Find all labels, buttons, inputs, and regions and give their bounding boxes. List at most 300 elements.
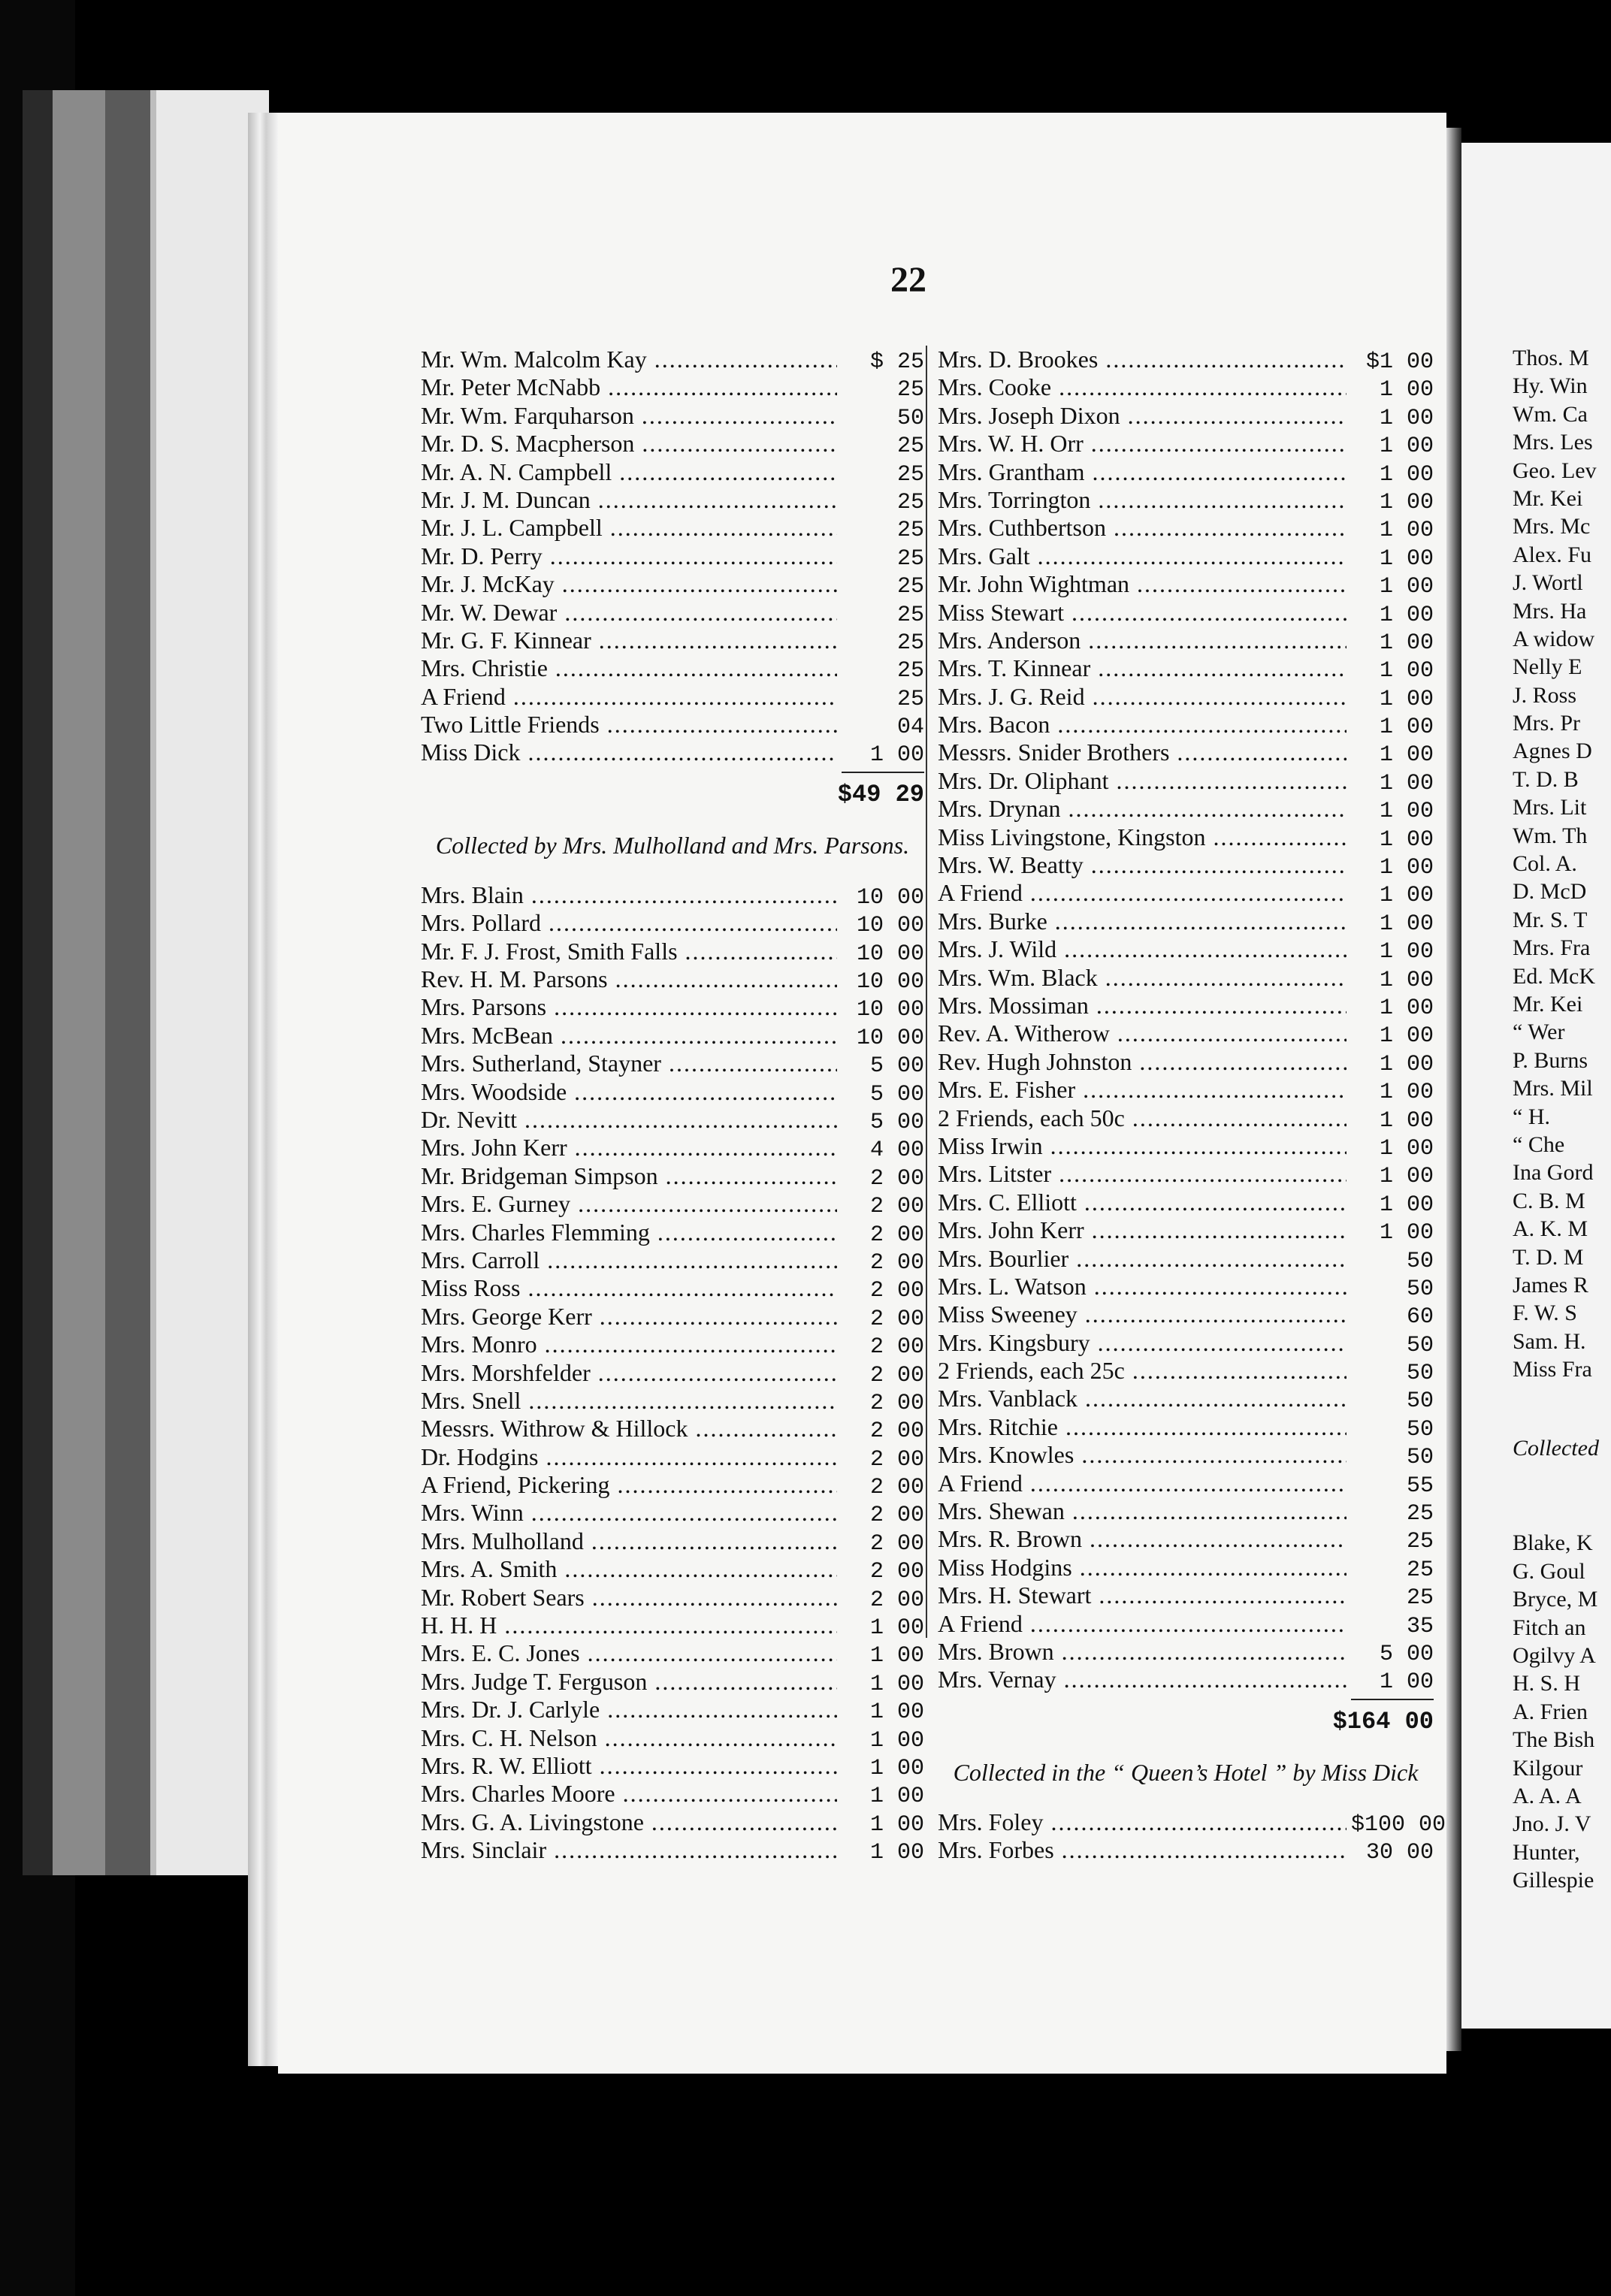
subscription-amount: 25 <box>896 658 924 684</box>
subtotal-amount: $164 00 <box>1332 1708 1434 1736</box>
subscriber-list-4 <box>938 1808 1446 1866</box>
subscriber-row <box>938 1554 1434 1582</box>
subscriber-row <box>938 1020 1434 1050</box>
subscriber-name: Dr. Nevitt ..... <box>421 1106 837 1134</box>
subscription-amount: 50 <box>1406 1416 1434 1443</box>
subscriber-name: Dr. Hodgins ..... <box>421 1443 837 1471</box>
subscription-amount: 25 <box>896 461 924 488</box>
facing-page-entry: “ H. <box>1513 1104 1550 1129</box>
subscription-amount: 50 <box>1406 1445 1434 1471</box>
subscriber-name: 2 Friends, each 50c ..... <box>938 1104 1347 1132</box>
facing-page-entry: Geo. Lev <box>1513 458 1597 483</box>
subscriber-row <box>421 1471 924 1499</box>
facing-page-entry: Mr. Kei <box>1513 485 1583 511</box>
subscriber-row <box>421 627 924 654</box>
subscription-amount: 1 00 <box>1379 461 1434 488</box>
subscription-amount: 1 00 <box>1379 714 1434 741</box>
subscriber-row <box>421 1752 924 1780</box>
subscriber-name: Mrs. Bourlier ..... <box>938 1245 1347 1273</box>
subscription-amount: 1 00 <box>1379 1220 1434 1246</box>
facing-page-entry: Agnes D <box>1513 739 1592 764</box>
subscriber-name: Mrs. J. Wild ..... <box>938 935 1347 963</box>
subscriber-name: Miss Livingstone, Kingston ..... <box>938 823 1347 851</box>
subscriber-name: Mrs. Vanblack ..... <box>938 1385 1347 1412</box>
subscription-amount: 10 00 <box>856 884 924 911</box>
subscriber-name: Mr. D. S. Macpherson ..... <box>421 430 837 458</box>
subscriber-row <box>938 654 1434 682</box>
subscriber-name: Mr. J. McKay ..... <box>421 570 837 598</box>
facing-page-entry: Mrs. Lit <box>1513 795 1587 820</box>
subscriber-row <box>421 458 924 486</box>
column-divider <box>926 346 927 1638</box>
subscriber-name: Mrs. Litster ..... <box>938 1160 1347 1188</box>
subscription-amount: 1 00 <box>1379 967 1434 993</box>
subscription-amount: 1 00 <box>1379 1192 1434 1218</box>
subscriber-name: Mrs. Sinclair ..... <box>421 1836 837 1864</box>
subscriber-name: Mr. A. N. Campbell ..... <box>421 458 837 486</box>
subscriber-row <box>421 938 924 965</box>
subscription-amount: 50 <box>1406 1332 1434 1358</box>
subscriber-row <box>421 1106 924 1134</box>
subscription-amount: 1 00 <box>869 1755 924 1781</box>
subscription-amount: 1 00 <box>1379 995 1434 1021</box>
subscriber-row <box>421 1696 924 1724</box>
subscriber-row <box>421 1078 924 1106</box>
subscriber-row <box>421 1050 924 1080</box>
subscription-amount: 5 00 <box>1379 1641 1434 1667</box>
subscriber-name: Mrs. D. Brookes ..... <box>938 346 1347 373</box>
subscriber-row <box>421 1415 924 1443</box>
subscriber-row <box>421 965 924 993</box>
subscriber-name: Rev. Hugh Johnston ..... <box>938 1048 1347 1076</box>
subscription-amount: 2 00 <box>869 1222 924 1248</box>
subscriber-row <box>938 599 1434 627</box>
subscriber-row <box>938 1189 1434 1216</box>
book-cover-edge <box>105 90 150 1875</box>
subscriber-row <box>938 627 1434 654</box>
subscription-amount: 2 00 <box>869 1418 924 1445</box>
subscriber-row <box>421 542 924 570</box>
subscription-amount: 1 00 <box>869 1727 924 1754</box>
subscription-amount: 2 00 <box>869 1334 924 1361</box>
subscriber-name: 2 Friends, each 25c ..... <box>938 1357 1347 1385</box>
subscription-amount: 5 00 <box>869 1081 924 1107</box>
facing-page-entry: Wm. Ca <box>1513 401 1588 427</box>
facing-page-entry: T. D. M <box>1513 1244 1584 1270</box>
subscriber-name: Mrs. Mulholland ..... <box>421 1527 837 1555</box>
facing-page-entry: Thos. M <box>1513 346 1589 370</box>
subscriber-row <box>421 1668 924 1696</box>
facing-page-entry: Ogilvy A <box>1513 1643 1596 1669</box>
subscription-amount: 25 <box>896 518 924 544</box>
subscriber-name: Mr. J. M. Duncan ..... <box>421 486 837 514</box>
subscription-amount: 1 00 <box>1379 770 1434 796</box>
subscriber-row <box>421 1555 924 1583</box>
subscriber-name: Mrs. Grantham ..... <box>938 458 1347 486</box>
subscription-amount: 2 00 <box>869 1194 924 1220</box>
subscriber-name: Mr. G. F. Kinnear ..... <box>421 627 837 654</box>
subscription-amount: 30 00 <box>1365 1840 1434 1866</box>
subscriber-row <box>421 570 924 598</box>
subscriber-row <box>421 909 924 937</box>
subscriber-row <box>938 373 1434 401</box>
subscriber-row <box>938 711 1434 739</box>
subscription-amount: 1 00 <box>1379 434 1434 460</box>
subscriber-name: A Friend ..... <box>421 683 837 711</box>
subscriber-row <box>421 1162 924 1190</box>
subscriber-name: Mrs. Burke ..... <box>938 908 1347 935</box>
subscription-amount: 1 00 <box>1379 742 1434 769</box>
subscriber-name: Mrs. Drynan ..... <box>938 795 1347 823</box>
subscriber-row <box>421 654 924 682</box>
facing-page-entry: Mrs. Fra <box>1513 935 1591 961</box>
subscriber-row <box>421 993 924 1021</box>
subscriber-row <box>421 1612 924 1642</box>
facing-page-list-bottom <box>1461 1529 1611 1894</box>
subscriber-row <box>938 767 1434 795</box>
subscriber-name: Two Little Friends ..... <box>421 711 837 739</box>
subscriber-row <box>938 1301 1434 1331</box>
subscription-amount: 2 00 <box>869 1165 924 1192</box>
subtotal-row <box>938 1705 1434 1739</box>
subscriber-name: Mrs. L. Watson ..... <box>938 1273 1347 1301</box>
subscriber-row <box>421 711 924 739</box>
subscriber-list-2 <box>421 881 924 1865</box>
subscription-amount: 25 <box>896 686 924 712</box>
subscription-amount: 1 00 <box>1379 939 1434 965</box>
subscriber-row <box>421 346 924 373</box>
subscriber-row <box>938 964 1434 992</box>
subscriber-name: Mrs. T. Kinnear ..... <box>938 654 1347 682</box>
subscriber-row <box>938 1048 1434 1076</box>
subscriber-name: A Friend ..... <box>938 1470 1347 1497</box>
subscriber-name: Messrs. Snider Brothers ..... <box>938 739 1347 766</box>
facing-page-entry: Mrs. Pr <box>1513 711 1581 736</box>
subscriber-name: Mr. Bridgeman Simpson ..... <box>421 1162 837 1190</box>
subscriber-name: Mrs. Foley ..... <box>938 1808 1347 1836</box>
subscriber-row <box>938 1497 1434 1525</box>
section-heading: Collected in the “ Queen’s Hotel ” by Miss Dick <box>953 1758 1419 1786</box>
subscription-amount: 2 00 <box>869 1503 924 1529</box>
subscriber-row <box>421 486 924 514</box>
subscriber-name: Mrs. Monro ..... <box>421 1331 837 1358</box>
subscription-amount: 50 <box>1406 1276 1434 1302</box>
subscription-amount: 1 00 <box>1379 377 1434 403</box>
subscriber-name: Mrs. Parsons ..... <box>421 993 837 1021</box>
subscriber-name: Mr. W. Dewar ..... <box>421 599 837 627</box>
subscription-amount: 1 00 <box>1379 602 1434 628</box>
subscription-amount: 1 00 <box>1379 1051 1434 1077</box>
subscription-amount: 1 00 <box>1379 686 1434 712</box>
subscription-amount: 2 00 <box>869 1587 924 1613</box>
facing-page-entry: T. D. B <box>1513 766 1579 792</box>
page-edges <box>248 113 278 2066</box>
subscriber-row <box>421 402 924 430</box>
subscription-amount: 1 00 <box>1379 911 1434 937</box>
subscriber-row <box>938 486 1434 514</box>
facing-page-entry: J. Wortl <box>1513 570 1583 596</box>
subscriber-row <box>938 1273 1434 1301</box>
subscription-amount: 2 00 <box>869 1306 924 1332</box>
subscriber-row <box>938 1216 1434 1244</box>
subscription-amount: 10 00 <box>856 941 924 967</box>
subscriber-name: Mrs. Brown ..... <box>938 1638 1347 1666</box>
facing-page-entry: Sam. H. <box>1513 1328 1586 1354</box>
facing-page-entry: Gillespie <box>1513 1868 1594 1893</box>
facing-page-entry: Mr. Kei <box>1513 991 1583 1017</box>
subscriber-name: Mrs. McBean ..... <box>421 1022 837 1050</box>
subscriber-row <box>938 1076 1434 1104</box>
subscriber-name: Mrs. Christie ..... <box>421 654 837 682</box>
subscriber-row <box>938 1525 1434 1553</box>
subscriber-name: A Friend ..... <box>938 1610 1347 1638</box>
subscription-amount: 1 00 <box>869 1671 924 1697</box>
subscriber-name: Mrs. W. Beatty ..... <box>938 851 1347 879</box>
facing-page-entry: A. K. M <box>1513 1216 1588 1242</box>
subscriber-name: Mrs. Galt ..... <box>938 542 1347 570</box>
subscriber-name: Mrs. J. G. Reid ..... <box>938 683 1347 711</box>
book-cover-strip <box>53 90 105 1875</box>
facing-page-entry: Hunter, <box>1513 1839 1580 1865</box>
subscriber-row <box>938 1582 1434 1612</box>
subscription-amount: 4 00 <box>869 1137 924 1164</box>
subscription-amount: 5 00 <box>869 1109 924 1135</box>
facing-page-entry: F. W. S <box>1513 1301 1577 1326</box>
subscription-amount: 1 00 <box>869 1784 924 1810</box>
subtotal-amount: $49 29 <box>837 781 924 809</box>
facing-page-entry: Mrs. Mc <box>1513 514 1591 539</box>
facing-page-entry: Miss Fra <box>1513 1357 1592 1382</box>
subscriber-name: A Friend ..... <box>938 879 1347 907</box>
page-number: 22 <box>890 260 926 300</box>
subscriber-name: Mrs. H. Stewart ..... <box>938 1582 1347 1609</box>
subscriber-row <box>938 935 1434 963</box>
subscriber-row <box>421 1639 924 1667</box>
subscriber-row <box>938 908 1434 935</box>
subscriber-name: Miss Stewart ..... <box>938 599 1347 627</box>
subscriber-name: Mr. John Wightman ..... <box>938 570 1347 598</box>
facing-page-heading: Collected <box>1513 1436 1599 1461</box>
subscription-amount: 1 00 <box>1379 799 1434 825</box>
subscriber-name: Mr. D. Perry ..... <box>421 542 837 570</box>
subscriber-name: Mrs. Knowles ..... <box>938 1441 1347 1469</box>
subscription-amount: 1 00 <box>1379 405 1434 431</box>
subscriber-name: Mrs. E. Fisher ..... <box>938 1076 1347 1104</box>
subscription-amount: 1 00 <box>1379 1080 1434 1106</box>
subscriber-name: Mrs. E. Gurney ..... <box>421 1190 837 1218</box>
subscription-amount: 25 <box>896 434 924 460</box>
subscriber-row <box>938 1413 1434 1441</box>
subscriber-row <box>421 1219 924 1246</box>
subscription-amount: 25 <box>1406 1585 1434 1612</box>
subscriber-name: Mrs. Wm. Black ..... <box>938 964 1347 992</box>
subscription-amount: 1 00 <box>869 1840 924 1866</box>
subscriber-row <box>938 1441 1434 1469</box>
subscriber-row <box>421 1808 924 1836</box>
facing-page-entry: D. McD <box>1513 879 1587 905</box>
subscription-amount: 2 00 <box>869 1475 924 1501</box>
facing-page-entry: Blake, K <box>1513 1530 1593 1556</box>
section-heading: Collected by Mrs. Mulholland and Mrs. Parsons. <box>435 831 910 859</box>
subscription-amount: $ 25 <box>869 349 924 375</box>
subscription-amount: 2 00 <box>869 1362 924 1388</box>
subscriber-row <box>938 683 1434 711</box>
subscription-amount: 25 <box>1406 1501 1434 1527</box>
subscription-amount: 1 00 <box>1379 489 1434 515</box>
facing-page-entry: Ina Gord <box>1513 1160 1594 1186</box>
subscriber-name: Mr. Wm. Malcolm Kay ..... <box>421 346 837 373</box>
subscription-amount: 10 00 <box>856 997 924 1023</box>
subscriber-name: Mrs. Morshfelder ..... <box>421 1359 837 1387</box>
subscriber-name: A Friend, Pickering ..... <box>421 1471 837 1499</box>
subscriber-name: Mrs. Dr. J. Carlyle ..... <box>421 1696 837 1724</box>
subscription-amount: 25 <box>896 489 924 515</box>
facing-page-entry: J. Ross <box>1513 682 1577 708</box>
subscription-amount: 1 00 <box>869 742 924 769</box>
subscriber-row <box>421 1780 924 1808</box>
subscriber-row <box>421 1724 924 1752</box>
facing-page-entry: “ Wer <box>1513 1020 1565 1045</box>
subscription-amount: 2 00 <box>869 1446 924 1473</box>
subscriber-name: Miss Dick ..... <box>421 739 837 766</box>
subscriber-name: Mrs. Sutherland, Stayner ..... <box>421 1050 837 1077</box>
subscriber-name: Mrs. Cuthbertson ..... <box>938 514 1347 542</box>
subscriber-name: Mrs. Torrington ..... <box>938 486 1347 514</box>
facing-page-entry: A. A. A <box>1513 1783 1582 1808</box>
subscriber-row <box>938 739 1434 769</box>
subscription-amount: 1 00 <box>1379 574 1434 600</box>
subscriber-row <box>421 599 924 627</box>
subscriber-name: Mrs. Cooke ..... <box>938 373 1347 401</box>
facing-page-entry: Mr. S. T <box>1513 907 1588 932</box>
subscriber-name: Mrs. Charles Flemming ..... <box>421 1219 837 1246</box>
book-binding-strip <box>23 90 53 1875</box>
subscription-amount: 1 00 <box>1379 855 1434 881</box>
facing-page-entry: Col. A. <box>1513 851 1577 877</box>
subscriber-row <box>938 1357 1434 1385</box>
subscriber-row <box>421 1246 924 1274</box>
subscriber-row <box>421 1499 924 1527</box>
subscription-amount: 1 00 <box>1379 826 1434 853</box>
subscriber-name: Mrs. Forbes ..... <box>938 1836 1347 1864</box>
subscriber-name: Mrs. Joseph Dixon ..... <box>938 402 1347 430</box>
subscription-amount: 10 00 <box>856 913 924 939</box>
subscriber-row <box>421 373 924 401</box>
facing-page-entry: “ Che <box>1513 1131 1565 1157</box>
subscriber-name: Mrs. John Kerr ..... <box>421 1134 837 1162</box>
subscription-amount: 25 <box>896 602 924 628</box>
subscriber-name: Mr. J. L. Campbell ..... <box>421 514 837 542</box>
subscriber-name: Miss Hodgins ..... <box>938 1554 1347 1582</box>
subscription-amount: 2 00 <box>869 1559 924 1585</box>
facing-page-entry: Mrs. Ha <box>1513 598 1587 624</box>
subscriber-row <box>421 1022 924 1050</box>
subscriber-list-1 <box>421 346 924 767</box>
subscriber-name: Messrs. Withrow & Hillock ..... <box>421 1415 837 1443</box>
total-rule <box>842 772 924 778</box>
subscriber-name: H. H. H ..... <box>421 1612 837 1639</box>
facing-page-entry: Bryce, M <box>1513 1587 1598 1612</box>
subscriber-name: Rev. A. Witherow ..... <box>938 1020 1347 1047</box>
subscriber-row <box>938 1666 1434 1696</box>
subscriber-row <box>421 881 924 909</box>
subscription-amount: 1 00 <box>1379 518 1434 544</box>
subscription-amount: 1 00 <box>1379 545 1434 572</box>
subscriber-name: Rev. H. M. Parsons ..... <box>421 965 837 993</box>
facing-page-entry: Alex. Fu <box>1513 542 1591 567</box>
subscriber-row <box>421 683 924 711</box>
facing-page-entry: Fitch an <box>1513 1615 1586 1640</box>
facing-page <box>1461 143 1611 2029</box>
subscriber-row <box>938 1638 1434 1666</box>
subscriber-name: Mrs. Snell ..... <box>421 1387 837 1415</box>
facing-page-entry: Wm. Th <box>1513 823 1588 848</box>
subscriber-row <box>938 570 1434 598</box>
subscriber-row <box>421 430 924 458</box>
subscription-amount: $1 00 <box>1365 349 1434 375</box>
subscriber-row <box>938 1104 1434 1132</box>
subscriber-name: Miss Sweeney ..... <box>938 1301 1347 1328</box>
subscriber-row <box>938 514 1434 542</box>
subscriber-row <box>938 1470 1434 1497</box>
subscriber-row <box>938 879 1434 907</box>
subscriber-name: Mrs. Blain ..... <box>421 881 837 909</box>
subscriber-name: Mrs. C. Elliott ..... <box>938 1189 1347 1216</box>
subscription-amount: 1 00 <box>869 1615 924 1642</box>
subscription-amount: 25 <box>896 545 924 572</box>
subscriber-name: Mrs. Winn ..... <box>421 1499 837 1527</box>
subscriber-row <box>938 795 1434 823</box>
subscriber-row <box>421 514 924 542</box>
subscriber-row <box>421 1387 924 1415</box>
subscription-amount: 10 00 <box>856 1025 924 1051</box>
subscriber-name: Mrs. A. Smith ..... <box>421 1555 837 1583</box>
subscriber-row <box>421 1836 924 1864</box>
subscriber-row <box>421 1443 924 1471</box>
subscriber-row <box>938 346 1434 373</box>
subscriber-name: Mrs. G. A. Livingstone ..... <box>421 1808 837 1836</box>
facing-page-entry: A widow <box>1513 626 1595 651</box>
subscriber-row <box>938 402 1434 430</box>
subscriber-row <box>938 542 1434 570</box>
subscriber-row <box>938 1808 1446 1838</box>
subscriber-row <box>938 458 1434 486</box>
subscription-amount: 25 <box>896 377 924 403</box>
subscriber-name: Mrs. Mossiman ..... <box>938 992 1347 1020</box>
subscriber-row <box>938 1610 1434 1638</box>
subscriber-name: Mrs. R. W. Elliott ..... <box>421 1752 837 1780</box>
subscriber-row <box>938 1836 1434 1864</box>
facing-page-entry: Ed. McK <box>1513 963 1595 989</box>
facing-page-entry: James R <box>1513 1272 1588 1298</box>
subscriber-row <box>421 1584 924 1612</box>
subscription-amount: 50 <box>1406 1388 1434 1415</box>
subscriber-row <box>938 430 1434 458</box>
subscriber-row <box>938 992 1434 1020</box>
subscriber-name: Miss Irwin ..... <box>938 1132 1347 1160</box>
subscriber-name: Mrs. Kingsbury ..... <box>938 1329 1347 1357</box>
right-column <box>938 346 1446 1866</box>
subscription-amount: 25 <box>896 630 924 656</box>
subscriber-name: Miss Ross ..... <box>421 1274 837 1302</box>
subscriber-name: Mrs. Shewan ..... <box>938 1497 1347 1525</box>
subscription-amount: 1 00 <box>1379 630 1434 656</box>
subscription-amount: 25 <box>1406 1529 1434 1555</box>
subscriber-list-3 <box>938 346 1434 1694</box>
subscription-amount: 1 00 <box>1379 658 1434 684</box>
subscriber-row <box>421 1527 924 1555</box>
subscription-amount: $100 00 <box>1351 1811 1446 1838</box>
